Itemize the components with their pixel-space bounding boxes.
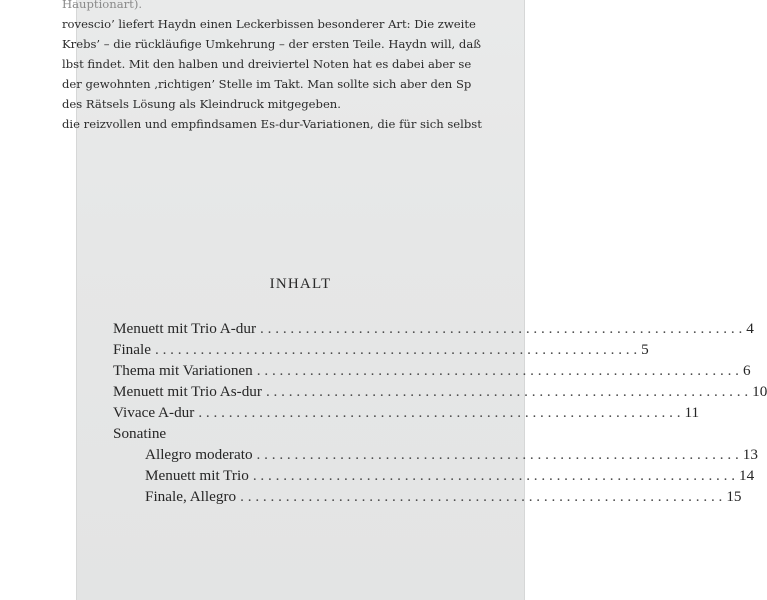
toc-entry-page: 11	[684, 404, 700, 421]
toc-entry	[113, 444, 758, 465]
toc-entry-page: 13	[742, 446, 758, 463]
dot-leader	[198, 402, 680, 423]
intro-text-block	[62, 0, 532, 134]
toc-entry	[113, 402, 700, 423]
toc-entry-label: Menuett mit Trio A-dur	[113, 320, 257, 337]
intro-line: rovescio’ liefert Haydn einen Leckerbissen besonderer Art: Die zweite	[62, 17, 476, 31]
toc-entry-page: 6	[742, 362, 751, 379]
toc-title: INHALT	[269, 276, 332, 292]
toc-entry-label: Menuett mit Trio	[145, 467, 249, 484]
toc-entry	[113, 465, 755, 486]
dot-leader	[266, 381, 748, 402]
toc-entry-page: 10	[752, 383, 767, 400]
toc-entry-label: Thema mit Variationen	[113, 362, 253, 379]
toc-entry-page: 5	[641, 341, 649, 358]
toc-entry	[113, 360, 751, 381]
table-of-contents	[113, 318, 767, 507]
toc-entry	[113, 381, 767, 402]
intro-line: die reizvollen und empfindsamen Es-dur-Variationen, die für sich selbst	[62, 117, 482, 131]
dot-leader	[257, 444, 739, 465]
toc-entry-label: Finale, Allegro	[145, 488, 237, 505]
toc-entry	[113, 339, 649, 360]
toc-entry-page: 4	[746, 320, 754, 337]
intro-line: des Rätsels Lösung als Kleindruck mitgegeben.	[62, 97, 341, 111]
dot-leader	[155, 339, 637, 360]
toc-entry-label: Finale	[113, 341, 151, 358]
intro-line: Krebs’ – die rückläufige Umkehrung – der ersten Teile. Haydn will, daß	[62, 37, 481, 51]
toc-section-heading	[113, 423, 503, 444]
toc-entry-page: 15	[726, 488, 742, 505]
dot-leader	[257, 360, 739, 381]
intro-line: Hauptionart).	[62, 0, 143, 11]
dot-leader	[240, 486, 722, 507]
toc-entry-page: 14	[739, 467, 755, 484]
toc-entry	[113, 486, 742, 507]
toc-entry-label: Sonatine	[113, 425, 167, 442]
dot-leader	[253, 465, 735, 486]
toc-entry-label: Allegro moderato	[145, 446, 253, 463]
toc-entry	[113, 318, 754, 339]
toc-entry-label: Vivace A-dur	[113, 404, 195, 421]
intro-line: der gewohnten ‚richtigen’ Stelle im Takt. Man sollte sich aber den Sp	[62, 77, 472, 91]
intro-line: lbst findet. Mit den halben und dreiviertel Noten hat es dabei aber se	[62, 57, 472, 71]
toc-entry-label: Menuett mit Trio As-dur	[113, 383, 262, 400]
book-page	[62, 0, 767, 600]
dot-leader	[260, 318, 742, 339]
